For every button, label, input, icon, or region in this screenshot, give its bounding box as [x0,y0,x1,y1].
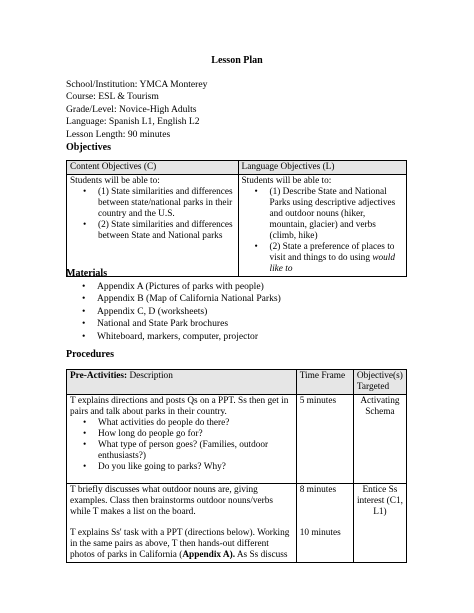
list-item: • What type of person goes? (Families, outdoor enthusiasts?) [98,440,293,462]
list-item: • Appendix B (Map of California National Parks) [97,293,281,305]
language-line: Language: Spanish L1, English L2 [66,116,200,128]
row-2-description-1: T briefly discusses what outdoor nouns are, giving examples. Class then brainstorms outdoor nouns/verbs while T makes a list on the board. [70,485,273,517]
list-item-text: (2) State a preference of places to visit and things to do using [269,242,395,263]
list-item-italic: would like to [269,253,396,274]
language-objectives-cell [238,175,406,277]
row-2-description-2 [70,528,293,561]
content-intro: Students will be able to: [70,176,160,186]
row-1-description: T explains directions and posts Qs on a PPT. Ss then get in pairs and talk about parks in their country. [70,396,289,417]
list-item: • Do you like going to parks? Why? [98,462,293,473]
list-item: • (1) Describe State and National Parks using descriptive adjectives and outdoor nouns (hiker, mountain, glacier) and verbs (climb, hike) [270,187,403,242]
row-1-time: 5 minutes [296,395,353,484]
procedure-row-1-desc [67,395,297,484]
appendix-a-ref: Appendix A). [182,550,236,560]
row-2-text: T explains Ss' task with a PPT (directions below). Working in the same pairs as above, T then hands-out different photos of parks in California ( [70,528,290,560]
procedure-row-2-desc [67,484,297,563]
description-label: Description [127,371,173,381]
objectives-targeted-header: Objective(s) Targeted [353,370,406,395]
list-item: • Appendix A (Pictures of parks with people) [97,281,281,293]
materials-heading: Materials [66,268,108,279]
list-item: • National and State Park brochures [97,318,281,330]
spacer [70,518,293,528]
procedures-table [66,369,407,563]
row-1-objective: Activating Schema [353,395,406,484]
list-item: • Appendix C, D (worksheets) [97,306,281,318]
language-objectives-list [242,187,403,275]
procedures-heading: Procedures [66,349,114,360]
list-item: • (2) State similarities and differences between State and National parks [98,220,235,242]
list-item: • What activities do people do there? [98,418,293,429]
row-2-time-1: 8 minutes [299,485,337,495]
materials-list-block [66,281,281,343]
procedures-desc-header [67,370,297,395]
document-title: Lesson Plan [211,55,263,66]
list-item: • Whiteboard, markers, computer, projector [97,331,281,343]
row-2-time-2: 10 minutes [299,528,341,538]
language-intro: Students will be able to: [241,176,332,186]
list-item: • (1) State similarities and differences between state/national parks in their country and the U.S. [98,187,235,220]
content-objectives-cell [67,175,239,277]
row-2-text-end: As Ss discuss [235,550,288,560]
spacer [300,496,350,528]
content-objectives-header: Content Objectives (C) [67,161,239,175]
time-frame-header: Time Frame [296,370,353,395]
institution-line: School/Institution: YMCA Monterey [66,79,208,90]
objectives-heading: Objectives [66,142,111,153]
language-objectives-header: Language Objectives (L) [238,161,406,175]
content-objectives-list [70,187,235,242]
list-item: • How long do people go for? [98,429,293,440]
list-item [270,242,403,275]
length-line: Lesson Length: 90 minutes [66,128,171,140]
materials-list [66,281,281,343]
lesson-metadata [66,79,207,141]
row-2-objective: Entice Ss interest (C1, L1) [353,484,406,563]
grade-line: Grade/Level: Novice-High Adults [66,103,197,115]
pre-activities-label: Pre-Activities: [70,371,128,381]
course-line: Course: ESL & Tourism [66,91,159,103]
objectives-table [66,160,407,277]
row-2-time [296,484,353,563]
row-1-questions [70,418,293,473]
